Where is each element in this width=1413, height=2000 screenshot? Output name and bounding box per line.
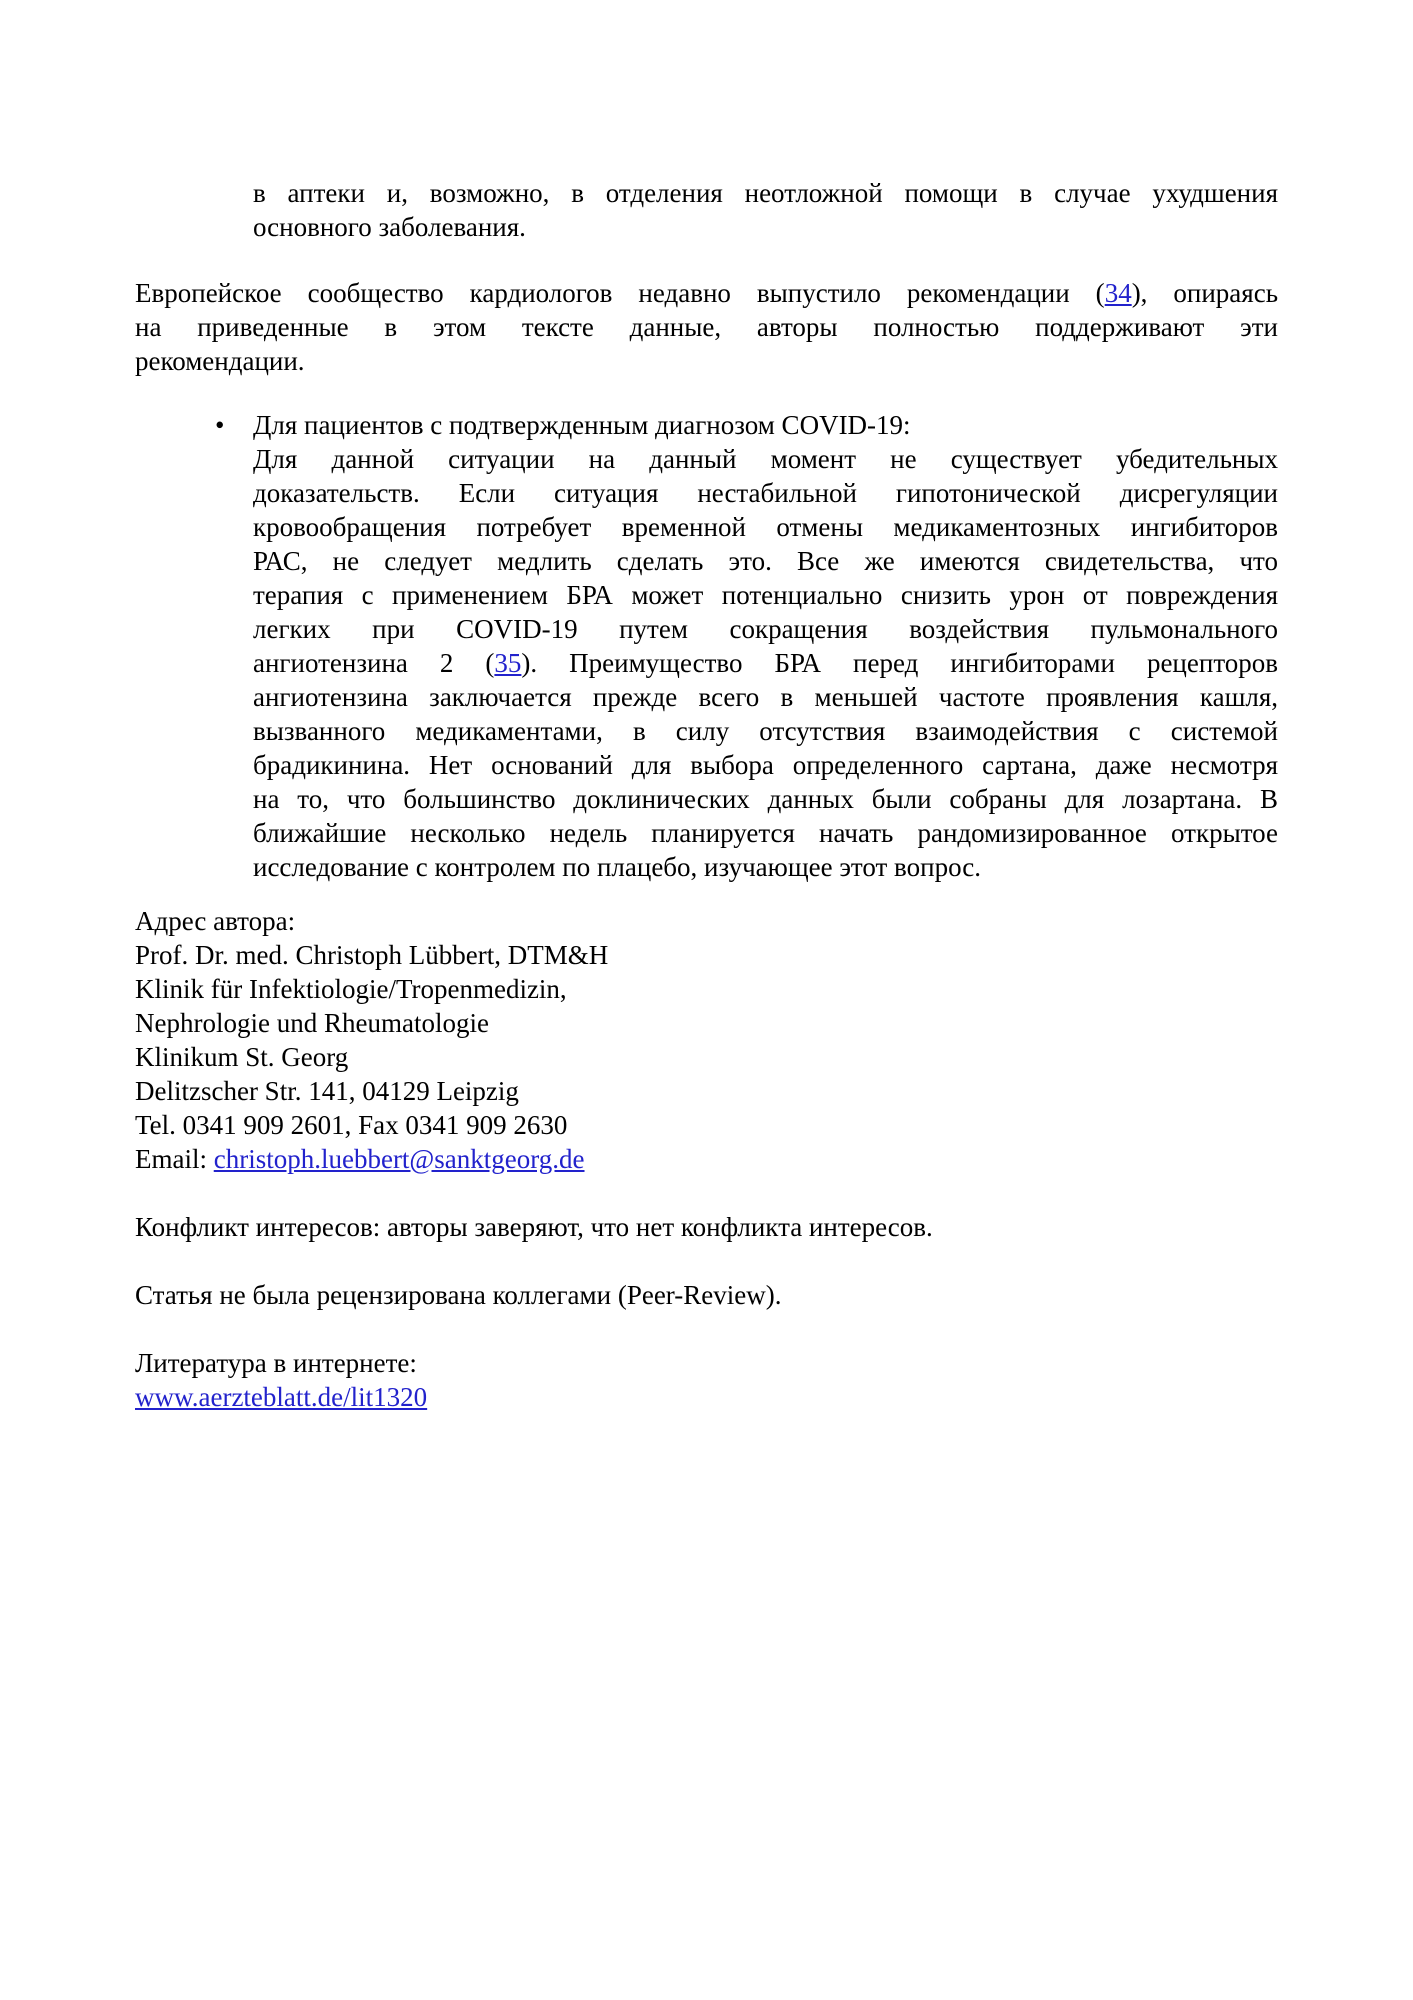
text-line [135, 344, 1278, 378]
literature-reference [135, 1346, 1278, 1414]
text-line [253, 578, 1278, 612]
text-segment: Klinikum St. Georg [135, 1042, 349, 1072]
text-line [253, 408, 1278, 442]
text-segment: ). Преимущество БРА перед ингибиторами рецепторов [521, 648, 1279, 678]
text-segment: Для данной ситуации на данный момент не существует убедительных [253, 444, 1278, 474]
text-line [253, 544, 1278, 578]
author-address [135, 904, 1278, 1176]
text-line [135, 1074, 1278, 1108]
text-segment: легких при COVID-19 путем сокращения воздействия пульмонального [253, 614, 1278, 644]
text-line [253, 476, 1278, 510]
text-segment: Email: [135, 1144, 214, 1174]
text-segment: Prof. Dr. med. Christoph Lübbert, DTM&H [135, 940, 609, 970]
text-line [135, 1040, 1278, 1074]
text-line [253, 510, 1278, 544]
text-segment: ангиотензина 2 ( [253, 648, 495, 678]
text-segment: кровообращения потребует временной отмены медикаментозных ингибиторов [253, 512, 1278, 542]
text-line [135, 310, 1278, 344]
text-line [253, 680, 1278, 714]
text-line [253, 748, 1278, 782]
text-segment: брадикинина. Нет оснований для выбора определенного сартана, даже несмотря [253, 750, 1278, 780]
literature-url-link[interactable]: www.aerzteblatt.de/lit1320 [135, 1382, 428, 1412]
text-line [253, 210, 1278, 244]
text-segment: ангиотензина заключается прежде всего в меньшей частоте проявления кашля, [253, 682, 1278, 712]
text-segment: Для пациентов с подтвержденным диагнозом COVID-19: [253, 410, 911, 440]
text-segment: Nephrologie und Rheumatologie [135, 1008, 489, 1038]
text-segment: рекомендации. [135, 346, 305, 376]
text-segment: терапия с применением БРА может потенциально снизить урон от повреждения [253, 580, 1278, 610]
peer-review-note [135, 1278, 1278, 1312]
text-segment: Адрес автора: [135, 906, 296, 936]
conflict-of-interest [135, 1210, 1278, 1244]
text-line [253, 714, 1278, 748]
reference-35-link[interactable]: 35 [494, 648, 522, 678]
text-segment: на приведенные в этом тексте данные, авторы полностью поддерживают эти [135, 312, 1278, 342]
text-segment: вызванного медикаментами, в силу отсутствия взаимодействия с системой [253, 716, 1278, 746]
text-line [135, 904, 1278, 938]
reference-34-link[interactable]: 34 [1104, 278, 1132, 308]
text-line [253, 816, 1278, 850]
covid19-bullet-item [135, 408, 1278, 884]
text-line [135, 1346, 1278, 1380]
text-segment: Tel. 0341 909 2601, Fax 0341 909 2630 [135, 1110, 568, 1140]
text-line [135, 1210, 1278, 1244]
text-line [253, 442, 1278, 476]
text-segment: Конфликт интересов: авторы заверяют, что нет конфликта интересов. [135, 1212, 933, 1242]
text-line [253, 850, 1278, 884]
text-segment: Литература в интернете: [135, 1348, 417, 1378]
text-segment: РАС, не следует медлить сделать это. Все же имеются свидетельства, что [253, 546, 1278, 576]
text-segment: основного заболевания. [253, 212, 526, 242]
text-line [253, 782, 1278, 816]
text-line [135, 276, 1278, 310]
text-segment: ближайшие несколько недель планируется начать рандомизированное открытое [253, 818, 1278, 848]
text-segment: Klinik für Infektiologie/Tropenmedizin, [135, 974, 567, 1004]
text-line [135, 1108, 1278, 1142]
author-email-link[interactable]: christoph.luebbert@sanktgeorg.de [213, 1144, 585, 1174]
text-segment: Статья не была рецензирована коллегами (Peer-Review). [135, 1280, 782, 1310]
text-line [135, 1278, 1278, 1312]
text-line [253, 612, 1278, 646]
text-line [253, 646, 1278, 680]
bullet-marker-icon: • [215, 410, 225, 440]
text-segment: доказательств. Если ситуация нестабильной гипотонической дисрегуляции [253, 478, 1278, 508]
continuation-paragraph [253, 176, 1278, 244]
text-segment: Delitzscher Str. 141, 04129 Leipzig [135, 1076, 519, 1106]
text-line [135, 1142, 1278, 1176]
text-line [253, 176, 1278, 210]
esc-recommendations-paragraph [135, 276, 1278, 378]
text-line [135, 972, 1278, 1006]
document-body [135, 176, 1278, 1414]
text-segment: ), опираясь [1131, 278, 1279, 308]
text-line [135, 1006, 1278, 1040]
text-line [135, 938, 1278, 972]
text-line [135, 1380, 1278, 1414]
text-segment: в аптеки и, возможно, в отделения неотложной помощи в случае ухудшения [253, 178, 1278, 208]
text-segment: Европейское сообщество кардиологов недавно выпустило рекомендации ( [135, 278, 1105, 308]
text-segment: исследование с контролем по плацебо, изучающее этот вопрос. [253, 852, 981, 882]
text-segment: на то, что большинство доклинических данных были собраны для лозартана. В [253, 784, 1278, 814]
